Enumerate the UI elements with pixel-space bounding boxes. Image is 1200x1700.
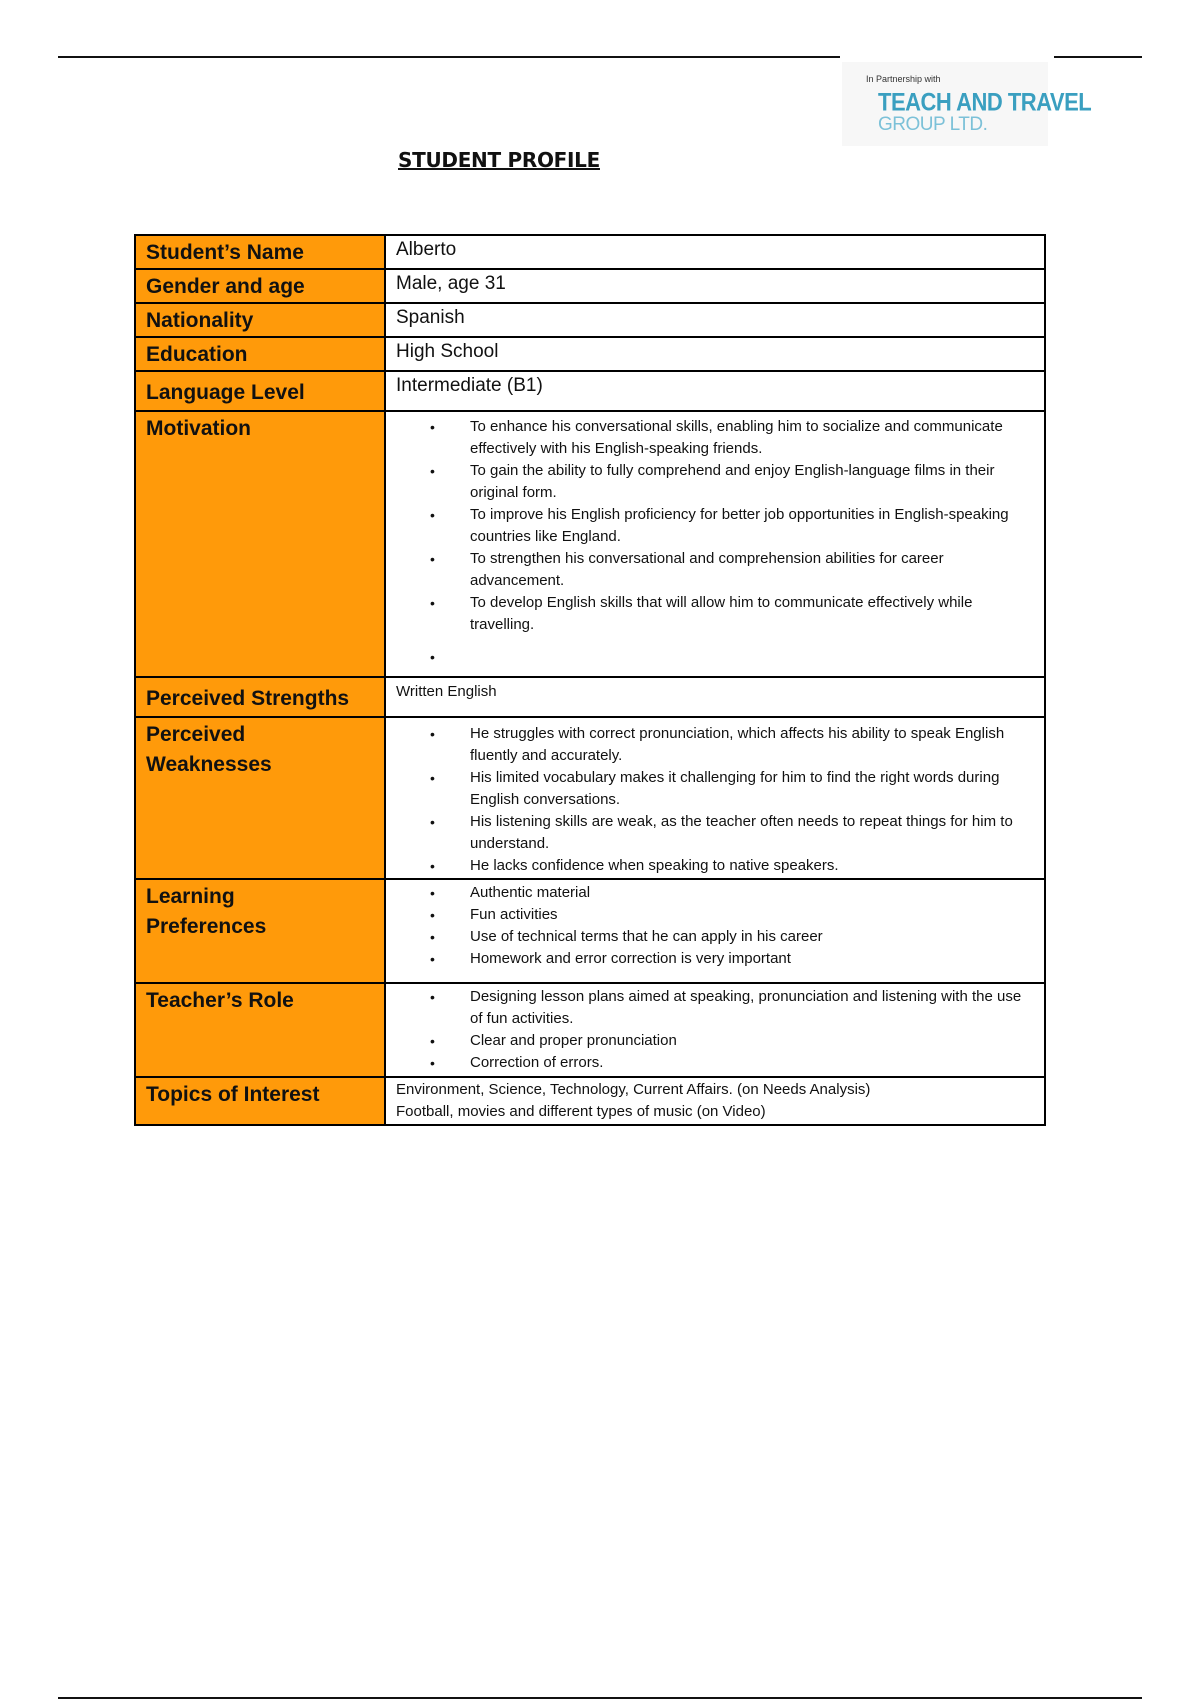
partner-tagline: In Partnership with (866, 74, 941, 84)
value-topics (385, 1077, 1045, 1125)
list-item: • To improve his English proficiency for better job opportunities in English-speaking countries like England. (386, 504, 1034, 548)
value-nationality: Spanish (385, 303, 1045, 337)
list-item: • Clear and proper pronunciation (386, 1030, 1034, 1052)
label-education: Education (135, 337, 385, 371)
list-item: • Use of technical terms that he can apply in his career (386, 926, 1034, 948)
motivation-list (386, 416, 1034, 668)
list-item: • Designing lesson plans aimed at speaking, pronunciation and listening with the use of fun activities. (386, 986, 1034, 1030)
value-preferences (385, 879, 1045, 983)
label-nationality: Nationality (135, 303, 385, 337)
row-nationality (135, 303, 1045, 337)
student-profile-table (134, 234, 1046, 1126)
list-item: • His listening skills are weak, as the teacher often needs to repeat things for him to understand. (386, 811, 1034, 855)
value-weaknesses (385, 717, 1045, 879)
row-gender-age (135, 269, 1045, 303)
label-name: Student’s Name (135, 235, 385, 269)
list-item: • Homework and error correction is very important (386, 948, 1034, 970)
weaknesses-list (386, 723, 1034, 877)
preferences-list (386, 882, 1034, 970)
label-preferences-line1: Learning (146, 885, 235, 908)
list-item: • To enhance his conversational skills, enabling him to socialize and communicate effectively with his English-speaking friends. (386, 416, 1034, 460)
row-language-level (135, 371, 1045, 411)
topics-line-1: Environment, Science, Technology, Current Affairs. (on Needs Analysis) (396, 1081, 871, 1098)
value-education: High School (385, 337, 1045, 371)
list-item: • His limited vocabulary makes it challenging for him to find the right words during English conversations. (386, 767, 1034, 811)
row-topics (135, 1077, 1045, 1125)
label-weaknesses (135, 717, 385, 879)
list-item: • Fun activities (386, 904, 1034, 926)
label-gender-age: Gender and age (135, 269, 385, 303)
list-item-empty (386, 646, 1034, 668)
label-motivation: Motivation (135, 411, 385, 677)
label-teacher-role: Teacher’s Role (135, 983, 385, 1077)
list-item: • Correction of errors. (386, 1052, 1034, 1074)
row-weaknesses (135, 717, 1045, 879)
topics-line-2: Football, movies and different types of music (on Video) (396, 1103, 766, 1120)
list-item: • To gain the ability to fully comprehend and enjoy English-language films in their original form. (386, 460, 1034, 504)
page-title: STUDENT PROFILE (398, 148, 600, 172)
list-item: • He lacks confidence when speaking to native speakers. (386, 855, 1034, 877)
row-teacher-role (135, 983, 1045, 1077)
value-motivation (385, 411, 1045, 677)
list-item: • He struggles with correct pronunciation, which affects his ability to speak English fluently and accurately. (386, 723, 1034, 767)
value-name: Alberto (385, 235, 1045, 269)
row-name (135, 235, 1045, 269)
partner-name: TEACH AND TRAVEL (878, 88, 1092, 116)
label-preferences-line2: Preferences (146, 915, 267, 938)
label-weaknesses-line2: Weaknesses (146, 753, 272, 776)
value-language-level: Intermediate (B1) (385, 371, 1045, 411)
row-strengths (135, 677, 1045, 717)
teacher-role-list (386, 986, 1034, 1074)
list-item: • To develop English skills that will allow him to communicate effectively while travelling. (386, 592, 1034, 636)
partner-logo (842, 62, 1092, 146)
top-rule-left (58, 56, 840, 58)
partner-sub: GROUP LTD. (878, 114, 988, 135)
row-preferences (135, 879, 1045, 983)
label-weaknesses-line1: Perceived (146, 723, 246, 746)
value-teacher-role (385, 983, 1045, 1077)
value-strengths: Written English (385, 677, 1045, 717)
bottom-rule (58, 1697, 1142, 1699)
value-gender-age: Male, age 31 (385, 269, 1045, 303)
row-education (135, 337, 1045, 371)
row-motivation (135, 411, 1045, 677)
label-preferences (135, 879, 385, 983)
top-rule-right (1054, 56, 1142, 58)
list-item: • To strengthen his conversational and comprehension abilities for career advancement. (386, 548, 1034, 592)
label-language-level: Language Level (135, 371, 385, 411)
label-topics: Topics of Interest (135, 1077, 385, 1125)
label-strengths: Perceived Strengths (135, 677, 385, 717)
list-item: • Authentic material (386, 882, 1034, 904)
